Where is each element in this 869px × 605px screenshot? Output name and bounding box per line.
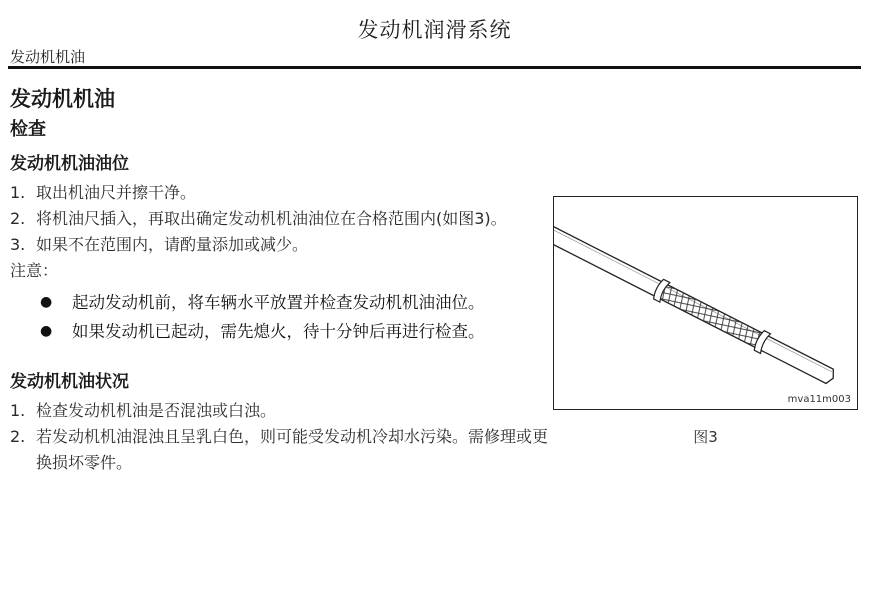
- note-text: 起动发动机前，将车辆水平放置并检查发动机机油油位。: [72, 293, 485, 312]
- list-item: [40, 288, 550, 317]
- section-label: 发动机机油: [10, 48, 86, 66]
- header-divider: [8, 66, 861, 69]
- list-item: [10, 232, 550, 258]
- bullet-icon: ●: [40, 294, 53, 310]
- step-number: 1.: [10, 183, 26, 202]
- step-number: 3.: [10, 235, 26, 254]
- list-item: [10, 424, 550, 476]
- step-text: 取出机油尺并擦干净。: [36, 183, 197, 202]
- list-item: [40, 317, 550, 346]
- note-text: 如果发动机已起动，需先熄火，待十分钟后再进行检查。: [72, 322, 485, 341]
- bullet-icon: ●: [40, 323, 53, 339]
- oil-level-heading: 发动机机油油位: [10, 154, 129, 174]
- oil-condition-heading: 发动机机油状况: [10, 372, 129, 392]
- step-text: 如果不在范围内，请酌量添加或减少。: [36, 235, 309, 254]
- step-text: 将机油尺插入，再取出确定发动机机油油位在合格范围内(如图3)。: [36, 209, 507, 228]
- note-label: 注意：: [10, 261, 59, 280]
- figure-code: mva11m003: [787, 394, 851, 405]
- step-number: 1.: [10, 401, 26, 420]
- page-header-title: 发动机润滑系统: [357, 18, 512, 42]
- step-number: 2.: [10, 209, 26, 228]
- subtitle-check: 检查: [10, 119, 46, 140]
- list-item: [10, 180, 550, 206]
- dipstick-illustration-icon: [554, 197, 856, 408]
- page-title: 发动机机油: [10, 87, 115, 111]
- figure-frame: [553, 196, 858, 410]
- list-item: [10, 206, 550, 232]
- step-text: 若发动机机油混浊且呈乳白色，则可能受发动机冷却水污染。需修理或更换损坏零件。: [36, 427, 549, 472]
- step-number: 2.: [10, 427, 26, 446]
- oil-condition-steps: [10, 398, 550, 476]
- main-content: [10, 84, 550, 476]
- figure-caption: 图3: [693, 428, 718, 446]
- step-text: 检查发动机机油是否混浊或白浊。: [36, 401, 277, 420]
- notes-list: [10, 288, 550, 346]
- list-item: [10, 398, 550, 424]
- oil-level-steps: [10, 180, 550, 258]
